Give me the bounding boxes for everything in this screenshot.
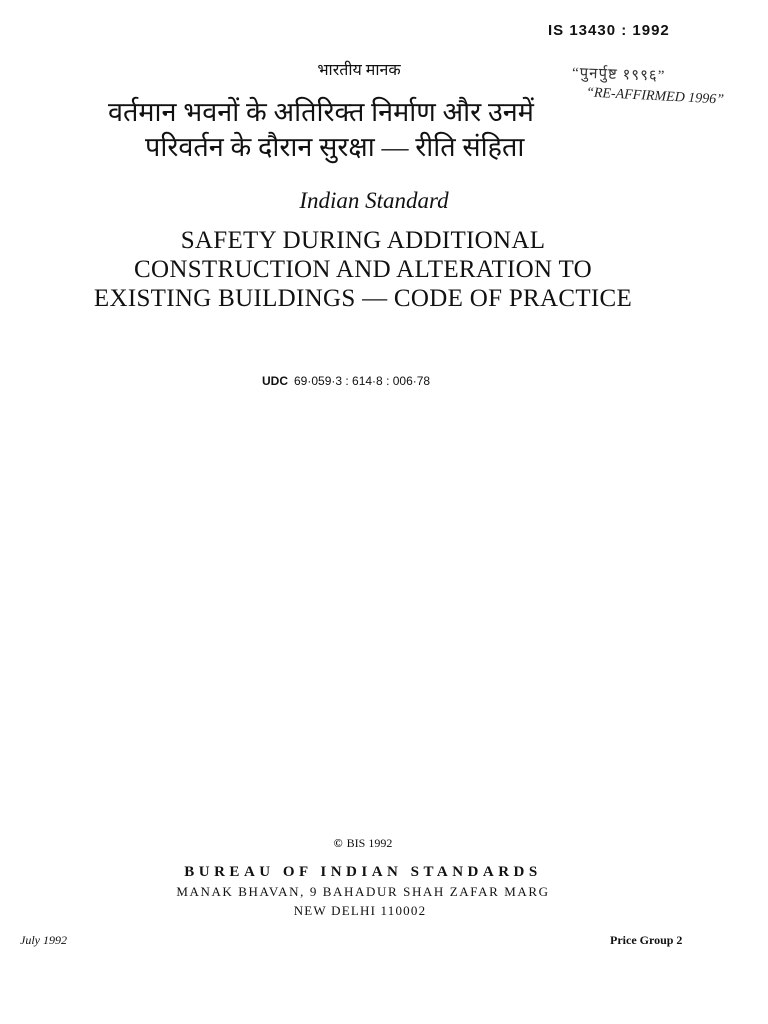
- hindi-standard-label: भारतीय मानक: [317, 62, 401, 79]
- standard-number: IS 13430 : 1992: [548, 22, 670, 39]
- copyright-icon: ©: [333, 836, 343, 850]
- reaffirmed-stamp-hindi: “पुनर्पुष्ट १९९६”: [571, 65, 666, 85]
- price-group: Price Group 2: [610, 933, 683, 947]
- english-title: [0, 226, 726, 313]
- hindi-title-line-1: वर्तमान भवनों के अतिरिक्त निर्माण और उनमें: [108, 97, 534, 127]
- english-standard-label: Indian Standard: [299, 188, 449, 213]
- reaffirmed-stamp-english: “RE-AFFIRMED 1996”: [585, 85, 725, 108]
- publication-date: July 1992: [20, 933, 67, 947]
- udc-classification: [262, 374, 430, 388]
- hindi-label-container: [0, 58, 768, 80]
- publisher-city: NEW DELHI 110002: [293, 903, 427, 918]
- copyright-text: BIS 1992: [346, 836, 393, 850]
- publisher-name: BUREAU OF INDIAN STANDARDS: [184, 864, 542, 880]
- publisher-address: MANAK BHAVAN, 9 BAHADUR SHAH ZAFAR MARG: [176, 884, 550, 899]
- english-title-line-2: CONSTRUCTION AND ALTERATION TO: [134, 256, 592, 283]
- copyright-notice: [0, 836, 726, 851]
- english-title-line-3: EXISTING BUILDINGS — CODE OF PRACTICE: [93, 285, 633, 312]
- udc-value: 69·059·3 : 614·8 : 006·78: [294, 374, 431, 388]
- english-title-line-1: SAFETY DURING ADDITIONAL: [180, 227, 546, 254]
- hindi-title-line-2: परिवर्तन के दौरान सुरक्षा — रीति संहिता: [145, 132, 525, 162]
- udc-label: UDC: [262, 374, 288, 388]
